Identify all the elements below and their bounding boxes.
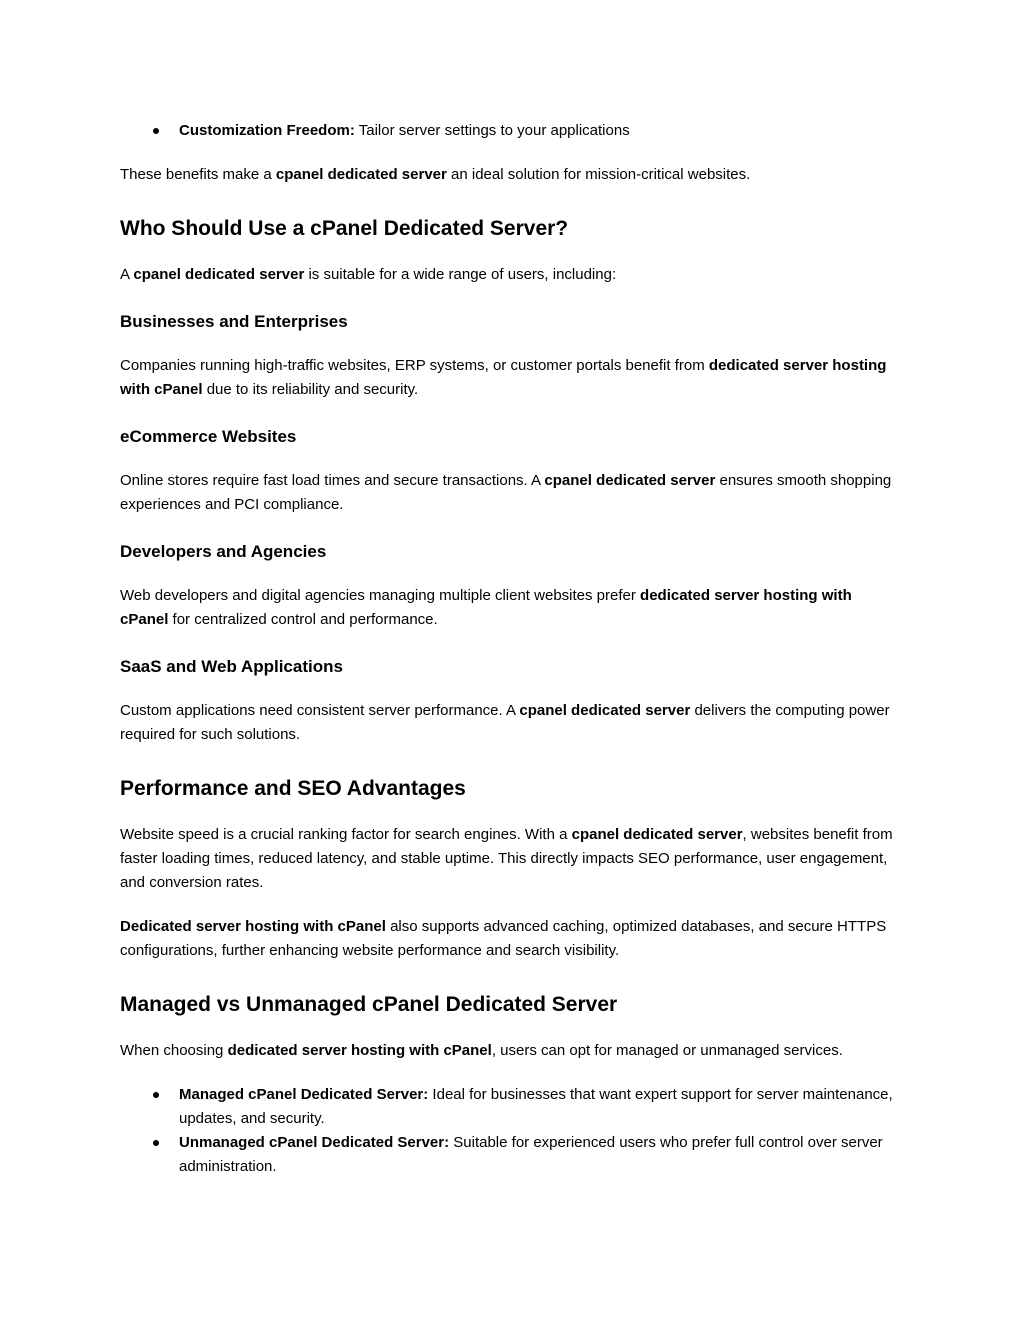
bullet-icon: [153, 128, 159, 134]
text-run: for centralized control and performance.: [168, 611, 438, 628]
paragraph: [120, 823, 904, 895]
section-heading: Performance and SEO Advantages: [120, 777, 466, 800]
bold-text-run: Customization Freedom:: [179, 122, 355, 139]
text-run: , websites benefit from faster loading times, reduced latency, and stable uptime. This directly impacts SEO performance, user engagement, and conversion rates.: [120, 826, 893, 891]
section-heading: Who Should Use a cPanel Dedicated Server?: [120, 217, 569, 240]
bold-text-run: Managed cPanel Dedicated Server:: [179, 1086, 429, 1103]
text-run: Online stores require fast load times and secure transactions. A: [120, 472, 545, 489]
paragraph: [120, 699, 904, 747]
paragraph: [120, 163, 904, 187]
text-run: ensures smooth shopping experiences and PCI compliance.: [120, 472, 892, 513]
text-run: Ideal for businesses that want expert support for server maintenance, updates, and security.: [179, 1086, 893, 1127]
text-run: Tailor server settings to your applications: [354, 122, 630, 139]
bullet-icon: [153, 1140, 159, 1146]
text-run: is suitable for a wide range of users, including:: [304, 266, 617, 283]
bold-text-run: cpanel dedicated server: [571, 826, 743, 843]
bold-text-run: dedicated server hosting with cPanel: [120, 587, 852, 628]
bullet-list-item: [120, 119, 904, 143]
text-run: When choosing: [120, 1042, 228, 1059]
subsection-heading: Businesses and Enterprises: [120, 312, 348, 331]
bullet-list-item: [120, 1131, 904, 1179]
bullet-list: [120, 1083, 904, 1179]
bold-text-run: cpanel dedicated server: [133, 266, 305, 283]
paragraph: [120, 915, 904, 963]
bullet-list-item: [120, 1083, 904, 1131]
text-run: Companies running high-traffic websites, ERP systems, or customer portals benefit from: [120, 357, 709, 374]
bold-text-run: cpanel dedicated server: [544, 472, 716, 489]
text-run: due to its reliability and security.: [202, 381, 419, 398]
text-run: an ideal solution for mission-critical websites.: [446, 166, 751, 183]
subsection-heading: eCommerce Websites: [120, 427, 297, 446]
bold-text-run: cpanel dedicated server: [275, 166, 447, 183]
section-heading: Managed vs Unmanaged cPanel Dedicated Server: [120, 993, 618, 1016]
bold-text-run: dedicated server hosting with cPanel: [120, 357, 887, 398]
bold-text-run: dedicated server hosting with cPanel: [227, 1042, 492, 1059]
subsection-heading: Developers and Agencies: [120, 542, 327, 561]
text-run: also supports advanced caching, optimized databases, and secure HTTPS configurations, further enhancing website performance and search visibility.: [120, 918, 887, 959]
text-run: These benefits make a: [120, 166, 276, 183]
text-run: Suitable for experienced users who prefer full control over server administration.: [179, 1134, 883, 1175]
paragraph: [120, 1039, 904, 1063]
bold-text-run: Dedicated server hosting with cPanel: [120, 918, 386, 935]
text-run: delivers the computing power required for such solutions.: [120, 702, 890, 743]
text-run: , users can opt for managed or unmanaged services.: [491, 1042, 843, 1059]
bold-text-run: Unmanaged cPanel Dedicated Server:: [179, 1134, 450, 1151]
paragraph: [120, 584, 904, 632]
paragraph: [120, 354, 904, 402]
paragraph: [120, 469, 904, 517]
subsection-heading: SaaS and Web Applications: [120, 657, 343, 676]
paragraph: [120, 263, 904, 287]
bullet-list: [120, 119, 904, 143]
bullet-icon: [153, 1092, 159, 1098]
bold-text-run: cpanel dedicated server: [519, 702, 691, 719]
text-run: A: [120, 266, 134, 283]
text-run: Custom applications need consistent server performance. A: [120, 702, 520, 719]
text-run: Web developers and digital agencies managing multiple client websites prefer: [120, 587, 641, 604]
text-run: Website speed is a crucial ranking factor for search engines. With a: [120, 826, 572, 843]
